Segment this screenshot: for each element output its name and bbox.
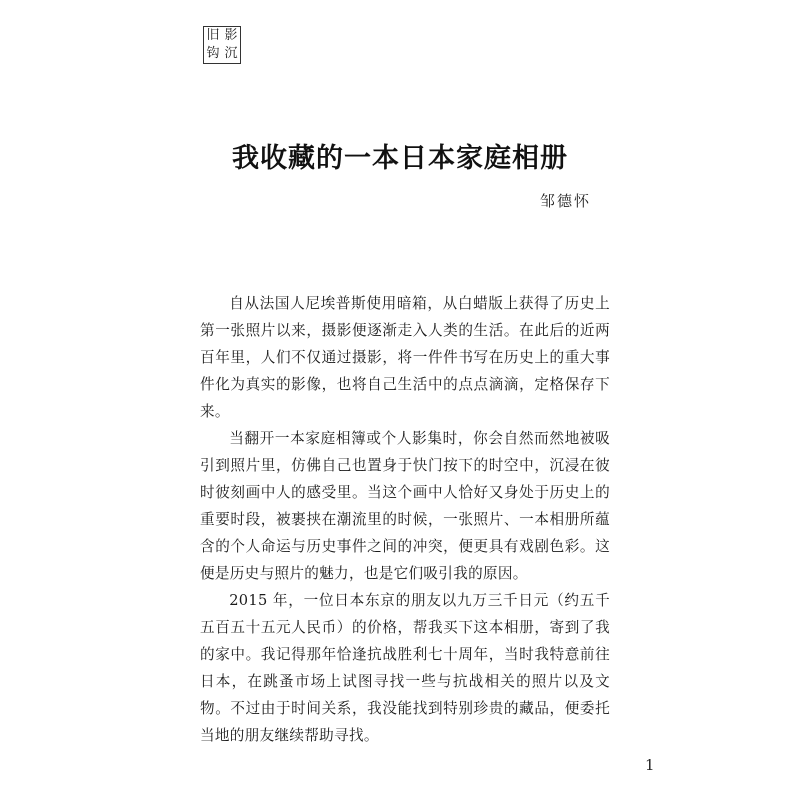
seal-char: 影 — [224, 28, 238, 43]
section-seal — [203, 26, 241, 64]
page-number: 1 — [645, 756, 655, 774]
article-body — [200, 290, 610, 749]
seal-char: 旧 — [206, 28, 220, 43]
article-title: 我收藏的一本日本家庭相册 — [232, 143, 568, 174]
paragraph: 当翻开一本家庭相簿或个人影集时，你会自然而然地被吸引到照片里，仿佛自己也置身于快门按下的时空中，沉浸在彼时彼刻画中人的感受里。当这个画中人恰好又身处于历史上的重要时段，被裹挟在潮流里的时候，一张照片、一本相册所蕴含的个人命运与历史事件之间的冲突，便更具有戏剧色彩。这便是历史与照片的魅力，也是它们吸引我的原因。 — [200, 430, 610, 582]
article-author: 邹德怀 — [540, 192, 592, 210]
paragraph: 2015 年，一位日本东京的朋友以九万三千日元（约五千五百五十五元人民币）的价格，帮我买下这本相册，寄到了我的家中。我记得那年恰逢抗战胜利七十周年，当时我特意前往日本，在跳蚤市场上试图寻找一些与抗战相关的照片以及文物。不过由于时间关系，我没能找到特别珍贵的藏品，便委托当地的朋友继续帮助寻找。 — [200, 592, 610, 744]
seal-char: 钩 — [206, 46, 220, 61]
seal-char: 沉 — [224, 46, 238, 61]
paragraph: 自从法国人尼埃普斯使用暗箱，从白蜡版上获得了历史上第一张照片以来，摄影便逐渐走入人类的生活。在此后的近两百年里，人们不仅通过摄影，将一件件书写在历史上的重大事件化为真实的影像，也将自己生活中的点点滴滴，定格保存下来。 — [200, 295, 610, 420]
